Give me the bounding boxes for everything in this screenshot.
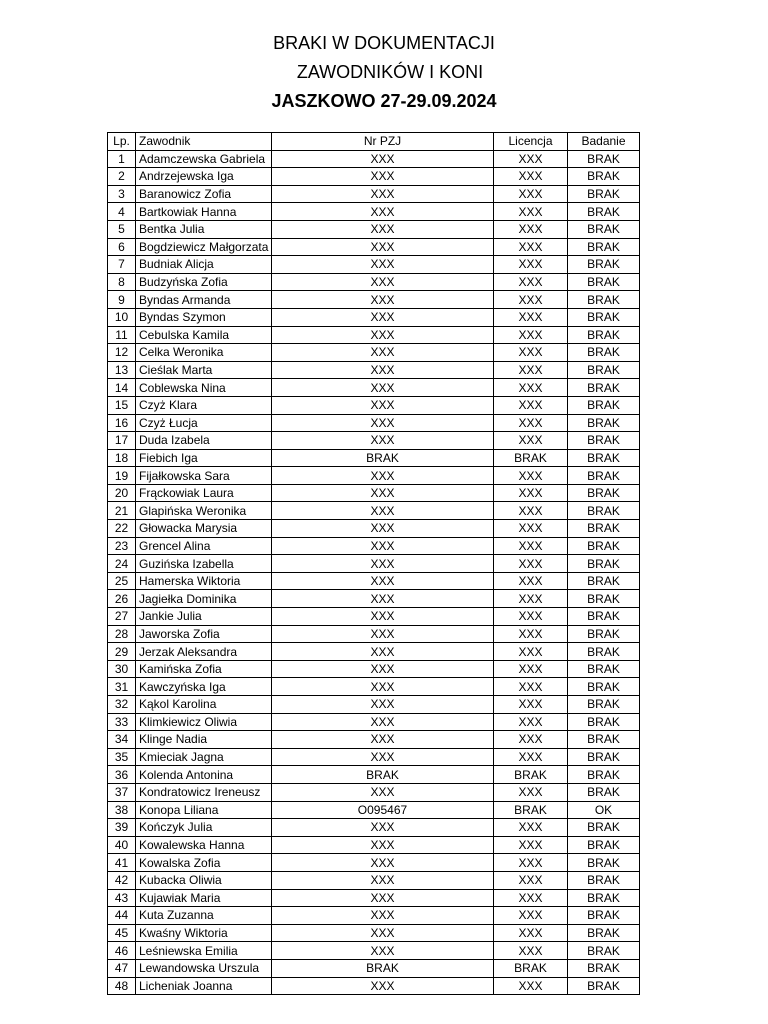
column-header-nr-pzj: Nr PZJ (272, 133, 494, 151)
table-row (108, 467, 640, 485)
row-number: 3 (108, 185, 136, 203)
nr-pzj-cell: XXX (272, 168, 494, 186)
nr-pzj-cell: XXX (272, 502, 494, 520)
rider-name: Konopa Liliana (136, 801, 272, 819)
badanie-cell: BRAK (568, 449, 640, 467)
table-row (108, 696, 640, 714)
badanie-cell: BRAK (568, 977, 640, 995)
table-row (108, 396, 640, 414)
badanie-cell: BRAK (568, 432, 640, 450)
rider-name: Bartkowiak Hanna (136, 203, 272, 221)
row-number: 34 (108, 731, 136, 749)
licencja-cell: XXX (494, 731, 568, 749)
column-header-licencja: Licencja (494, 133, 568, 151)
licencja-cell: XXX (494, 871, 568, 889)
nr-pzj-cell: XXX (272, 854, 494, 872)
licencja-cell: XXX (494, 608, 568, 626)
licencja-cell: XXX (494, 502, 568, 520)
licencja-cell: XXX (494, 326, 568, 344)
row-number: 21 (108, 502, 136, 520)
badanie-cell: BRAK (568, 555, 640, 573)
table-row (108, 379, 640, 397)
table-row (108, 678, 640, 696)
badanie-cell: BRAK (568, 361, 640, 379)
rider-name: Kujawiak Maria (136, 889, 272, 907)
table-row (108, 308, 640, 326)
row-number: 27 (108, 608, 136, 626)
badanie-cell: BRAK (568, 502, 640, 520)
rider-name: Kmieciak Jagna (136, 748, 272, 766)
nr-pzj-cell: XXX (272, 291, 494, 309)
table-row (108, 731, 640, 749)
row-number: 28 (108, 625, 136, 643)
badanie-cell: BRAK (568, 696, 640, 714)
licencja-cell: XXX (494, 220, 568, 238)
row-number: 24 (108, 555, 136, 573)
rider-name: Baranowicz Zofia (136, 185, 272, 203)
badanie-cell: BRAK (568, 625, 640, 643)
table-row (108, 924, 640, 942)
table-row (108, 608, 640, 626)
nr-pzj-cell: XXX (272, 414, 494, 432)
nr-pzj-cell: XXX (272, 361, 494, 379)
table-row (108, 801, 640, 819)
badanie-cell: BRAK (568, 537, 640, 555)
rider-name: Głowacka Marysia (136, 520, 272, 538)
table-row (108, 713, 640, 731)
licencja-cell: XXX (494, 203, 568, 221)
licencja-cell: XXX (494, 150, 568, 168)
row-number: 17 (108, 432, 136, 450)
rider-name: Czyż Łucja (136, 414, 272, 432)
badanie-cell: BRAK (568, 238, 640, 256)
row-number: 25 (108, 572, 136, 590)
badanie-cell: BRAK (568, 660, 640, 678)
table-row (108, 432, 640, 450)
licencja-cell: XXX (494, 977, 568, 995)
nr-pzj-cell: XXX (272, 572, 494, 590)
nr-pzj-cell: XXX (272, 713, 494, 731)
row-number: 33 (108, 713, 136, 731)
table-row (108, 238, 640, 256)
rider-name: Celka Weronika (136, 344, 272, 362)
table-row (108, 907, 640, 925)
table-row (108, 590, 640, 608)
licencja-cell: XXX (494, 291, 568, 309)
row-number: 10 (108, 308, 136, 326)
row-number: 12 (108, 344, 136, 362)
badanie-cell: BRAK (568, 731, 640, 749)
nr-pzj-cell: XXX (272, 467, 494, 485)
table-row (108, 889, 640, 907)
badanie-cell: BRAK (568, 608, 640, 626)
rider-name: Kamińska Zofia (136, 660, 272, 678)
rider-name: Frąckowiak Laura (136, 484, 272, 502)
table-row (108, 537, 640, 555)
row-number: 46 (108, 942, 136, 960)
licencja-cell: XXX (494, 625, 568, 643)
licencja-cell: XXX (494, 819, 568, 837)
rider-name: Cieślak Marta (136, 361, 272, 379)
nr-pzj-cell: XXX (272, 520, 494, 538)
table-row (108, 625, 640, 643)
licencja-cell: XXX (494, 344, 568, 362)
nr-pzj-cell: XXX (272, 396, 494, 414)
nr-pzj-cell: XXX (272, 555, 494, 573)
rider-name: Kawczyńska Iga (136, 678, 272, 696)
licencja-cell: XXX (494, 467, 568, 485)
table-row (108, 150, 640, 168)
licencja-cell: XXX (494, 748, 568, 766)
badanie-cell: BRAK (568, 572, 640, 590)
table-row (108, 783, 640, 801)
badanie-cell: BRAK (568, 484, 640, 502)
table-row (108, 660, 640, 678)
licencja-cell: XXX (494, 907, 568, 925)
badanie-cell: BRAK (568, 819, 640, 837)
nr-pzj-cell: XXX (272, 608, 494, 626)
row-number: 1 (108, 150, 136, 168)
row-number: 7 (108, 256, 136, 274)
rider-name: Fiebich Iga (136, 449, 272, 467)
rider-name: Licheniak Joanna (136, 977, 272, 995)
rider-name: Cebulska Kamila (136, 326, 272, 344)
rider-name: Bentka Julia (136, 220, 272, 238)
nr-pzj-cell: XXX (272, 889, 494, 907)
nr-pzj-cell: XXX (272, 203, 494, 221)
badanie-cell: BRAK (568, 836, 640, 854)
rider-name: Hamerska Wiktoria (136, 572, 272, 590)
table-row (108, 502, 640, 520)
badanie-cell: BRAK (568, 854, 640, 872)
rider-name: Byndas Szymon (136, 308, 272, 326)
row-number: 8 (108, 273, 136, 291)
licencja-cell: XXX (494, 854, 568, 872)
row-number: 29 (108, 643, 136, 661)
table-row (108, 748, 640, 766)
row-number: 13 (108, 361, 136, 379)
badanie-cell: BRAK (568, 520, 640, 538)
licencja-cell: XXX (494, 783, 568, 801)
badanie-cell: BRAK (568, 766, 640, 784)
licencja-cell: XXX (494, 361, 568, 379)
table-row (108, 449, 640, 467)
nr-pzj-cell: XXX (272, 344, 494, 362)
table-row (108, 520, 640, 538)
table-row (108, 766, 640, 784)
row-number: 32 (108, 696, 136, 714)
licencja-cell: BRAK (494, 801, 568, 819)
licencja-cell: XXX (494, 414, 568, 432)
badanie-cell: BRAK (568, 344, 640, 362)
table-row (108, 959, 640, 977)
badanie-cell: BRAK (568, 713, 640, 731)
row-number: 45 (108, 924, 136, 942)
table-row (108, 361, 640, 379)
table-row (108, 168, 640, 186)
badanie-cell: BRAK (568, 942, 640, 960)
rider-name: Klimkiewicz Oliwia (136, 713, 272, 731)
rider-name: Bogdziewicz Małgorzata (136, 238, 272, 256)
table-row (108, 555, 640, 573)
row-number: 36 (108, 766, 136, 784)
row-number: 30 (108, 660, 136, 678)
row-number: 19 (108, 467, 136, 485)
row-number: 42 (108, 871, 136, 889)
table-row (108, 256, 640, 274)
row-number: 22 (108, 520, 136, 538)
licencja-cell: XXX (494, 660, 568, 678)
table-row (108, 291, 640, 309)
badanie-cell: BRAK (568, 643, 640, 661)
nr-pzj-cell: XXX (272, 432, 494, 450)
nr-pzj-cell: XXX (272, 696, 494, 714)
rider-name: Glapińska Weronika (136, 502, 272, 520)
row-number: 23 (108, 537, 136, 555)
nr-pzj-cell: XXX (272, 256, 494, 274)
rider-name: Andrzejewska Iga (136, 168, 272, 186)
badanie-cell: BRAK (568, 273, 640, 291)
rider-name: Budzyńska Zofia (136, 273, 272, 291)
licencja-cell: XXX (494, 432, 568, 450)
nr-pzj-cell: XXX (272, 836, 494, 854)
badanie-cell: BRAK (568, 185, 640, 203)
licencja-cell: XXX (494, 256, 568, 274)
nr-pzj-cell: XXX (272, 942, 494, 960)
rider-name: Kolenda Antonina (136, 766, 272, 784)
licencja-cell: BRAK (494, 766, 568, 784)
table-row (108, 220, 640, 238)
licencja-cell: XXX (494, 520, 568, 538)
nr-pzj-cell: XXX (272, 907, 494, 925)
licencja-cell: XXX (494, 555, 568, 573)
column-header-lp: Lp. (108, 133, 136, 151)
nr-pzj-cell: XXX (272, 150, 494, 168)
table-row (108, 871, 640, 889)
licencja-cell: XXX (494, 379, 568, 397)
row-number: 37 (108, 783, 136, 801)
table-row (108, 185, 640, 203)
event-title: JASZKOWO 27-29.09.2024 (271, 91, 497, 111)
licencja-cell: XXX (494, 942, 568, 960)
row-number: 18 (108, 449, 136, 467)
rider-name: Kwaśny Wiktoria (136, 924, 272, 942)
licencja-cell: XXX (494, 924, 568, 942)
rider-name: Kończyk Julia (136, 819, 272, 837)
licencja-cell: XXX (494, 168, 568, 186)
badanie-cell: BRAK (568, 467, 640, 485)
rider-name: Kowalska Zofia (136, 854, 272, 872)
rider-name: Jagiełka Dominika (136, 590, 272, 608)
licencja-cell: XXX (494, 396, 568, 414)
badanie-cell: BRAK (568, 203, 640, 221)
rider-name: Guzińska Izabella (136, 555, 272, 573)
licencja-cell: XXX (494, 572, 568, 590)
badanie-cell: BRAK (568, 590, 640, 608)
rider-name: Kubacka Oliwia (136, 871, 272, 889)
licencja-cell: XXX (494, 238, 568, 256)
rider-name: Fijałkowska Sara (136, 467, 272, 485)
row-number: 15 (108, 396, 136, 414)
badanie-cell: BRAK (568, 220, 640, 238)
badanie-cell: BRAK (568, 150, 640, 168)
rider-name: Duda Izabela (136, 432, 272, 450)
row-number: 39 (108, 819, 136, 837)
nr-pzj-cell: XXX (272, 977, 494, 995)
rider-name: Leśniewska Emilia (136, 942, 272, 960)
licencja-cell: XXX (494, 643, 568, 661)
rider-name: Kuta Zuzanna (136, 907, 272, 925)
table-row (108, 484, 640, 502)
licencja-cell: XXX (494, 713, 568, 731)
table-row (108, 326, 640, 344)
rider-name: Jaworska Zofia (136, 625, 272, 643)
badanie-cell: BRAK (568, 924, 640, 942)
table-row (108, 273, 640, 291)
row-number: 44 (108, 907, 136, 925)
column-header-zawodnik: Zawodnik (136, 133, 272, 151)
document-title-line-2: ZAWODNIKÓW I KONI (296, 62, 484, 82)
rider-name: Coblewska Nina (136, 379, 272, 397)
licencja-cell: XXX (494, 590, 568, 608)
row-number: 2 (108, 168, 136, 186)
badanie-cell: BRAK (568, 414, 640, 432)
row-number: 5 (108, 220, 136, 238)
nr-pzj-cell: XXX (272, 308, 494, 326)
badanie-cell: BRAK (568, 326, 640, 344)
nr-pzj-cell: XXX (272, 678, 494, 696)
table-row (108, 942, 640, 960)
badanie-cell: BRAK (568, 678, 640, 696)
licencja-cell: BRAK (494, 959, 568, 977)
rider-name: Lewandowska Urszula (136, 959, 272, 977)
row-number: 35 (108, 748, 136, 766)
table-header-row (108, 133, 640, 151)
nr-pzj-cell: XXX (272, 484, 494, 502)
nr-pzj-cell: XXX (272, 625, 494, 643)
nr-pzj-cell: XXX (272, 643, 494, 661)
licencja-cell: XXX (494, 696, 568, 714)
nr-pzj-cell: BRAK (272, 766, 494, 784)
badanie-cell: BRAK (568, 256, 640, 274)
table-row (108, 414, 640, 432)
row-number: 43 (108, 889, 136, 907)
licencja-cell: XXX (494, 836, 568, 854)
nr-pzj-cell: XXX (272, 273, 494, 291)
row-number: 14 (108, 379, 136, 397)
nr-pzj-cell: XXX (272, 660, 494, 678)
licencja-cell: XXX (494, 537, 568, 555)
badanie-cell: BRAK (568, 308, 640, 326)
rider-name: Klinge Nadia (136, 731, 272, 749)
row-number: 26 (108, 590, 136, 608)
badanie-cell: BRAK (568, 396, 640, 414)
table-row (108, 977, 640, 995)
nr-pzj-cell: XXX (272, 748, 494, 766)
badanie-cell: BRAK (568, 748, 640, 766)
nr-pzj-cell: XXX (272, 783, 494, 801)
licencja-cell: XXX (494, 273, 568, 291)
licencja-cell: XXX (494, 308, 568, 326)
nr-pzj-cell: BRAK (272, 449, 494, 467)
nr-pzj-cell: XXX (272, 220, 494, 238)
nr-pzj-cell: XXX (272, 537, 494, 555)
table-row (108, 344, 640, 362)
row-number: 9 (108, 291, 136, 309)
nr-pzj-cell: XXX (272, 924, 494, 942)
column-header-badanie: Badanie (568, 133, 640, 151)
table-row (108, 203, 640, 221)
nr-pzj-cell: XXX (272, 185, 494, 203)
row-number: 31 (108, 678, 136, 696)
nr-pzj-cell: XXX (272, 819, 494, 837)
badanie-cell: BRAK (568, 959, 640, 977)
nr-pzj-cell: XXX (272, 379, 494, 397)
badanie-cell: BRAK (568, 168, 640, 186)
rider-name: Jankie Julia (136, 608, 272, 626)
document-title-line-1: BRAKI W DOKUMENTACJI (273, 33, 495, 53)
rider-name: Kondratowicz Ireneusz (136, 783, 272, 801)
row-number: 20 (108, 484, 136, 502)
rider-name: Jerzak Aleksandra (136, 643, 272, 661)
nr-pzj-cell: XXX (272, 871, 494, 889)
table-row (108, 854, 640, 872)
badanie-cell: BRAK (568, 291, 640, 309)
badanie-cell: BRAK (568, 783, 640, 801)
row-number: 4 (108, 203, 136, 221)
row-number: 48 (108, 977, 136, 995)
table-row (108, 572, 640, 590)
badanie-cell: BRAK (568, 379, 640, 397)
row-number: 47 (108, 959, 136, 977)
row-number: 6 (108, 238, 136, 256)
nr-pzj-cell: BRAK (272, 959, 494, 977)
rider-name: Adamczewska Gabriela (136, 150, 272, 168)
row-number: 40 (108, 836, 136, 854)
riders-table (107, 132, 640, 995)
nr-pzj-cell: O095467 (272, 801, 494, 819)
row-number: 38 (108, 801, 136, 819)
rider-name: Budniak Alicja (136, 256, 272, 274)
rider-name: Kąkol Karolina (136, 696, 272, 714)
licencja-cell: BRAK (494, 449, 568, 467)
table-row (108, 836, 640, 854)
nr-pzj-cell: XXX (272, 590, 494, 608)
row-number: 41 (108, 854, 136, 872)
licencja-cell: XXX (494, 889, 568, 907)
rider-name: Grencel Alina (136, 537, 272, 555)
licencja-cell: XXX (494, 678, 568, 696)
rider-name: Kowalewska Hanna (136, 836, 272, 854)
row-number: 16 (108, 414, 136, 432)
nr-pzj-cell: XXX (272, 326, 494, 344)
badanie-cell: OK (568, 801, 640, 819)
table-row (108, 819, 640, 837)
rider-name: Byndas Armanda (136, 291, 272, 309)
nr-pzj-cell: XXX (272, 731, 494, 749)
nr-pzj-cell: XXX (272, 238, 494, 256)
badanie-cell: BRAK (568, 889, 640, 907)
rider-name: Czyż Klara (136, 396, 272, 414)
badanie-cell: BRAK (568, 907, 640, 925)
licencja-cell: XXX (494, 185, 568, 203)
row-number: 11 (108, 326, 136, 344)
licencja-cell: XXX (494, 484, 568, 502)
badanie-cell: BRAK (568, 871, 640, 889)
table-row (108, 643, 640, 661)
